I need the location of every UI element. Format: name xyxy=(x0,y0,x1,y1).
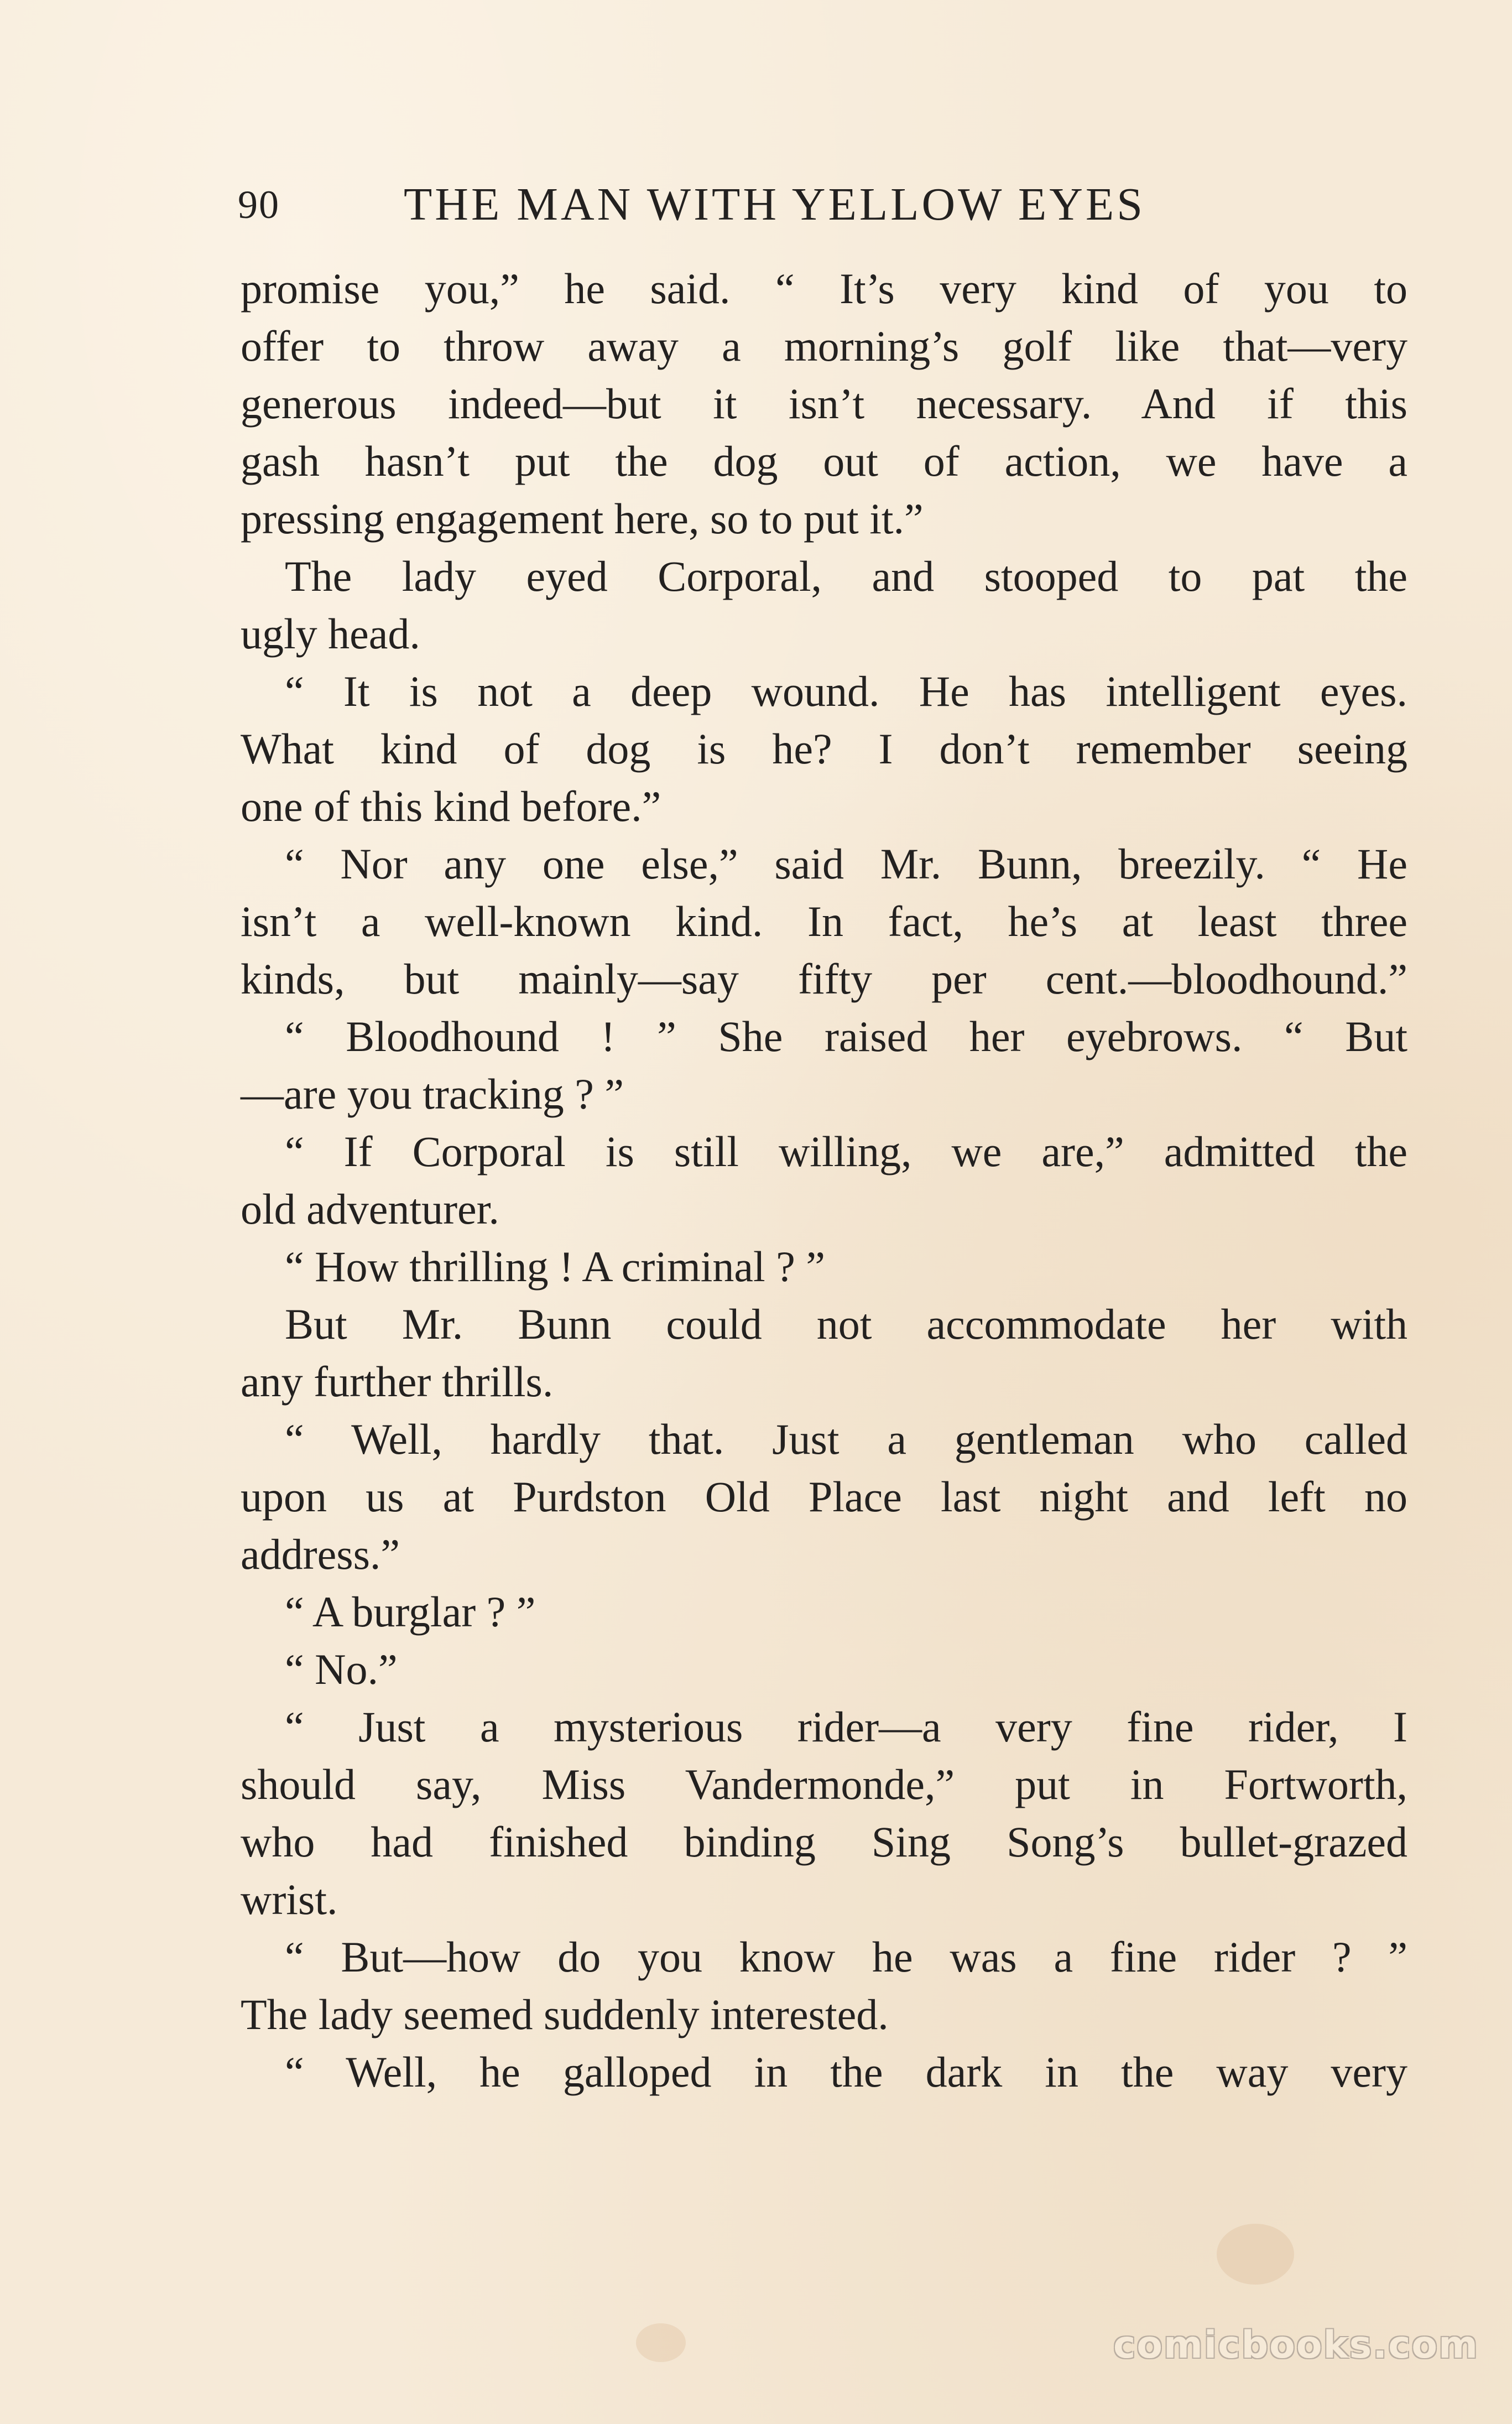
text-line: The lady seemed suddenly interested. xyxy=(241,1990,889,2038)
text-line: “ It is not a deep wound. He has intelligent eyes. xyxy=(285,667,1407,715)
text-line: who had finished binding Sing Song’s bullet-grazed xyxy=(241,1818,1407,1866)
page-number: 90 xyxy=(238,183,280,227)
text-line: What kind of dog is he? I don’t remember seeing xyxy=(241,725,1407,773)
text-line: “ Just a mysterious rider—a very fine rider, I xyxy=(285,1703,1407,1751)
text-line: “ A burglar ? ” xyxy=(285,1588,536,1636)
paper-stain xyxy=(636,2323,686,2362)
text-line: “ Well, hardly that. Just a gentleman who called xyxy=(285,1415,1407,1463)
text-line: “ But—how do you know he was a fine rider ? ” xyxy=(285,1933,1407,1981)
text-line: should say, Miss Vandermonde,” put in Fortworth, xyxy=(241,1760,1407,1808)
text-line: pressing engagement here, so to put it.” xyxy=(241,495,924,543)
text-line: address.” xyxy=(241,1530,400,1578)
text-line: “ How thrilling ! A criminal ? ” xyxy=(285,1242,825,1291)
text-line: The lady eyed Corporal, and stooped to pat the xyxy=(285,552,1407,600)
text-line: “ Nor any one else,” said Mr. Bunn, breezily. “ He xyxy=(285,840,1407,888)
text-line: any further thrills. xyxy=(241,1357,554,1406)
text-line: wrist. xyxy=(241,1875,338,1923)
text-line: upon us at Purdston Old Place last night and left no xyxy=(241,1473,1407,1521)
book-title: THE MAN WITH YELLOW EYES xyxy=(404,179,1145,230)
text-line: generous indeed—but it isn’t necessary. And if this xyxy=(241,379,1407,428)
text-line: But Mr. Bunn could not accommodate her with xyxy=(285,1300,1407,1348)
text-line: “ If Corporal is still willing, we are,” admitted the xyxy=(285,1127,1407,1175)
text-line: one of this kind before.” xyxy=(241,782,661,830)
text-line: kinds, but mainly—say fifty per cent.—bloodhound.” xyxy=(241,955,1407,1003)
text-line: “ Bloodhound ! ” She raised her eyebrows. “ But xyxy=(285,1012,1407,1060)
watermark: comicbooks.com xyxy=(1113,2323,1479,2367)
running-head xyxy=(238,174,1405,235)
text-line: isn’t a well-known kind. In fact, he’s at least three xyxy=(241,897,1407,945)
text-line: offer to throw away a morning’s golf like that—very xyxy=(241,322,1407,370)
paper-stain xyxy=(1217,2224,1294,2285)
text-line: “ Well, he galloped in the dark in the way very xyxy=(285,2048,1407,2096)
text-line: —are you tracking ? ” xyxy=(241,1070,624,1118)
text-line: old adventurer. xyxy=(241,1185,499,1233)
text-line: ugly head. xyxy=(241,610,420,658)
text-line: gash hasn’t put the dog out of action, we have a xyxy=(241,437,1407,485)
text-line: promise you,” he said. “ It’s very kind of you to xyxy=(241,264,1407,313)
text-line: “ No.” xyxy=(285,1645,398,1693)
body-text xyxy=(241,260,1407,2101)
